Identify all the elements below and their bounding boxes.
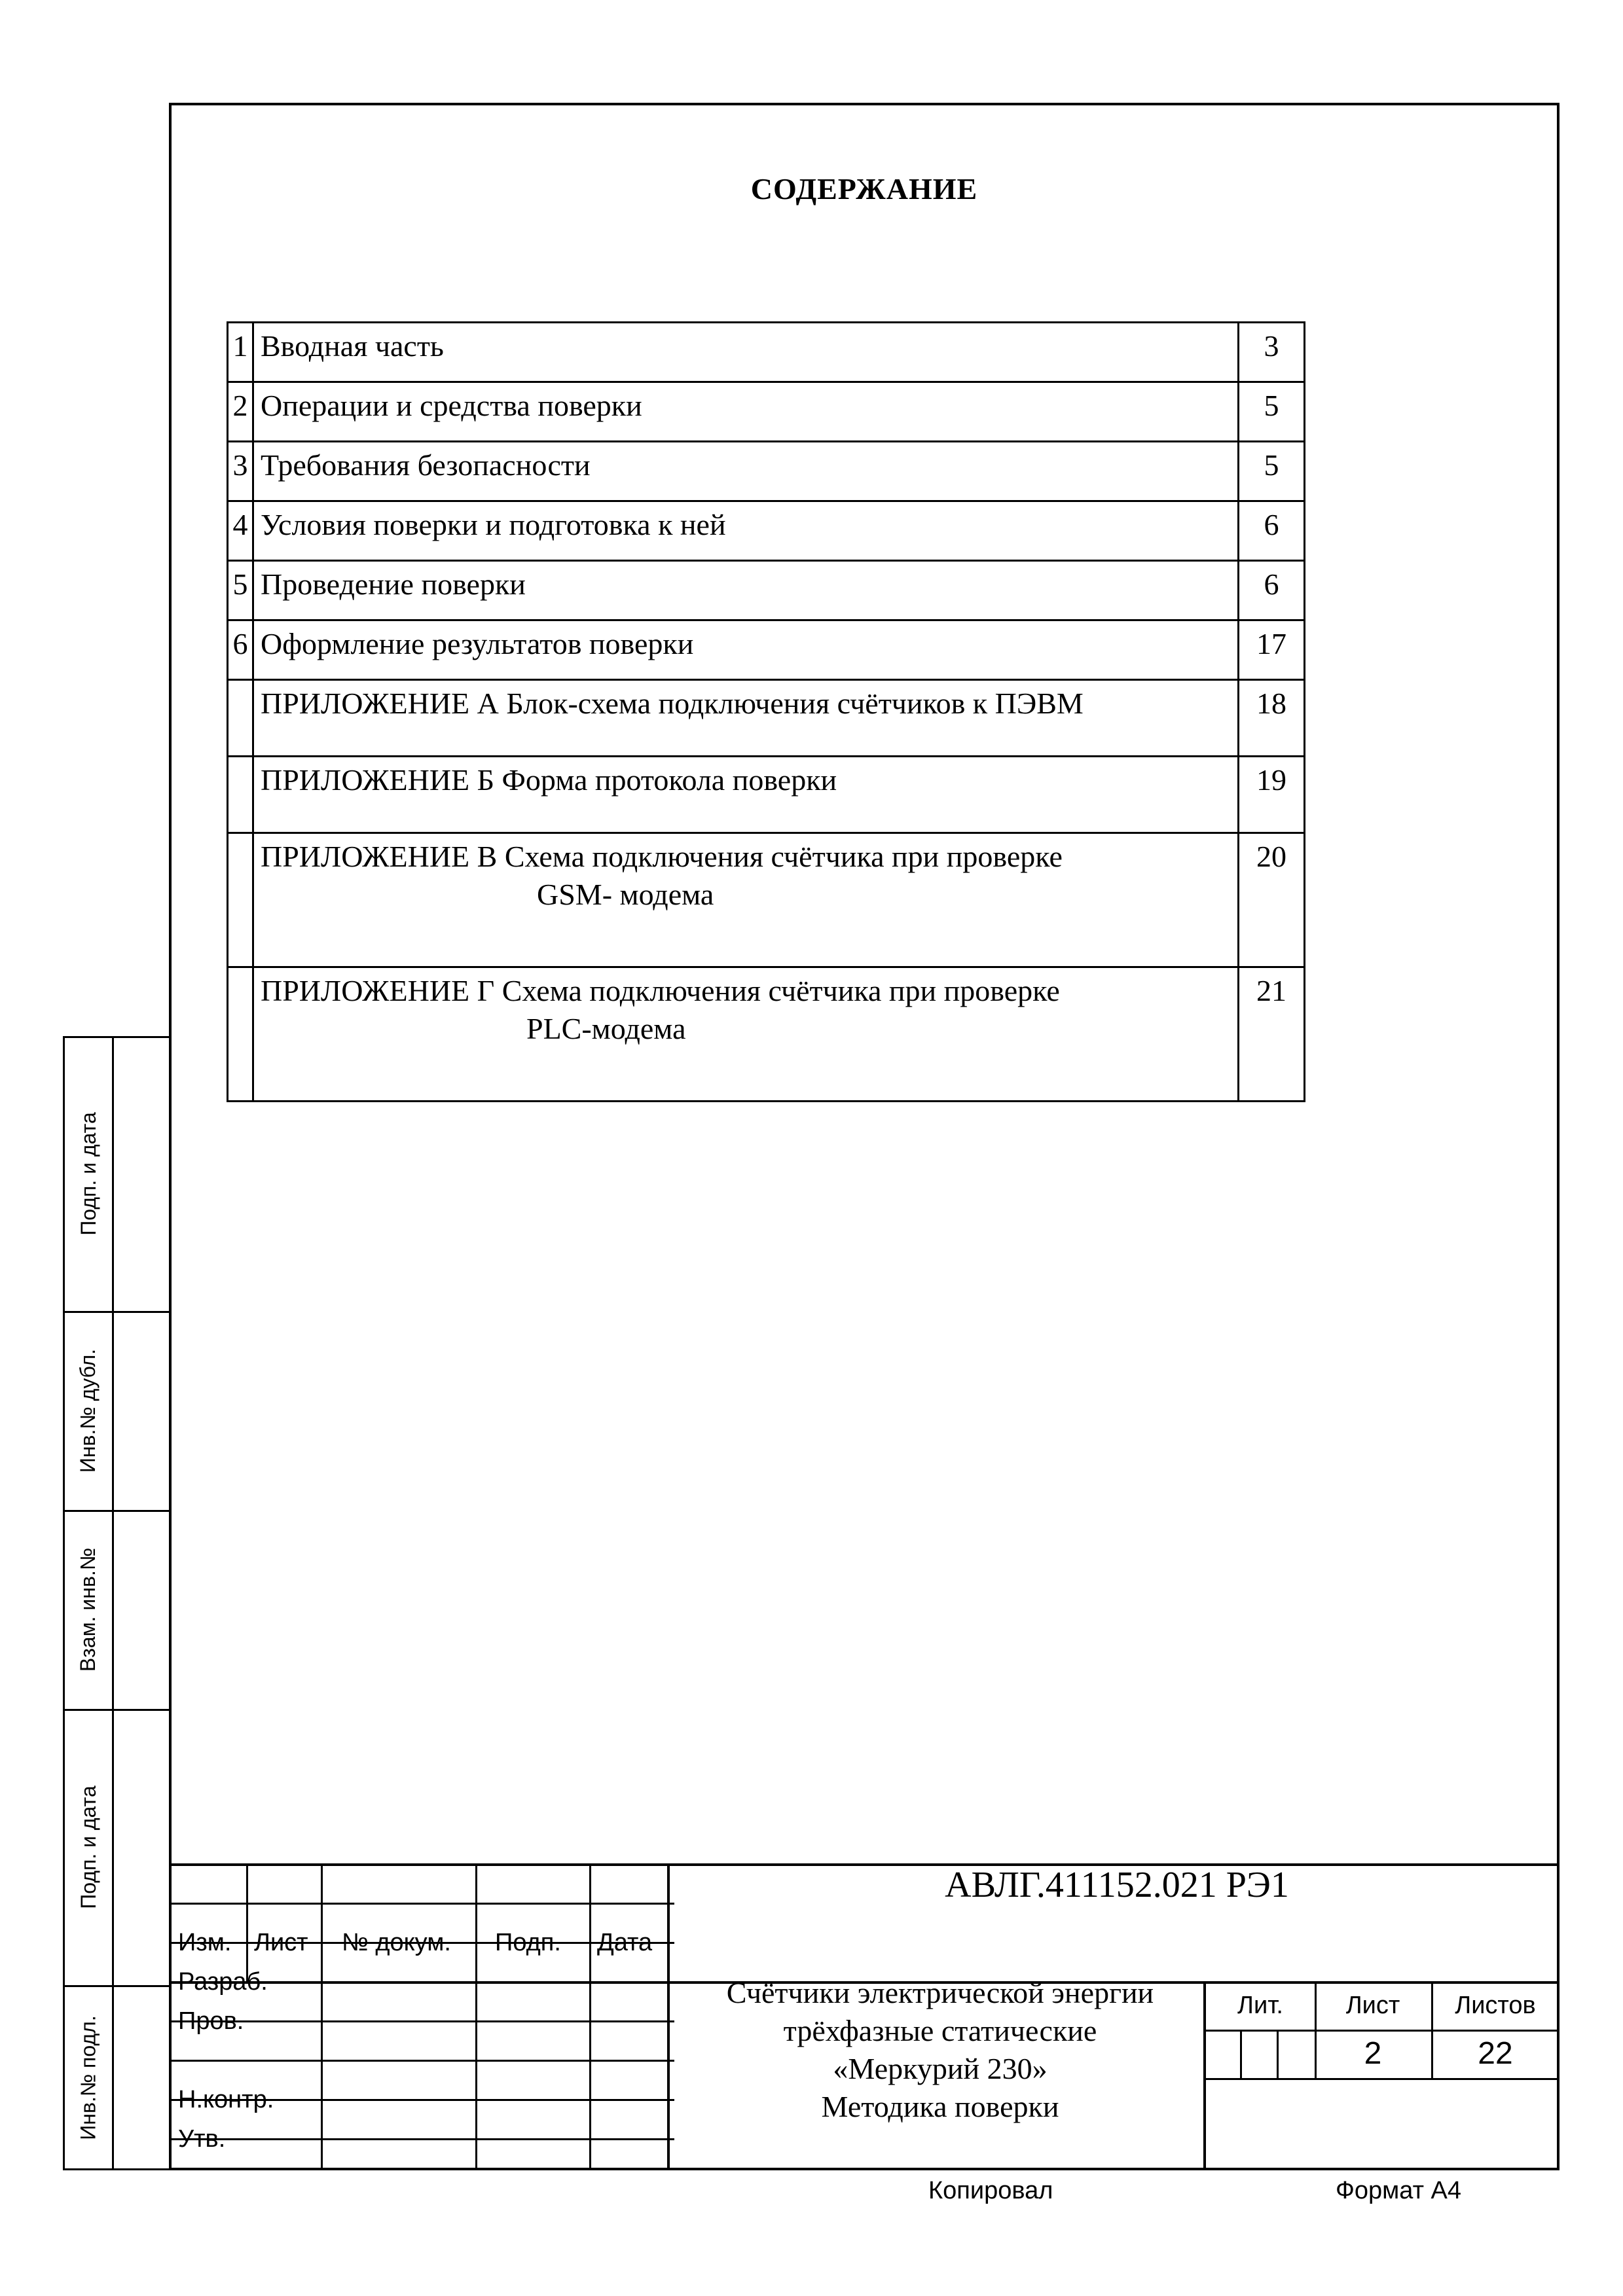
toc-row <box>228 501 1305 561</box>
margin-label-sign-date: Подп. и дата <box>76 1111 100 1236</box>
toc-page: 3 <box>1239 323 1305 382</box>
toc-row <box>228 323 1305 382</box>
sheet-label: Лист <box>1345 1992 1400 2019</box>
lit-label: Лит. <box>1237 1992 1283 2019</box>
toc-number: 4 <box>228 501 253 561</box>
header-izm: Изм. <box>178 1929 232 1956</box>
toc-table <box>227 321 1305 1102</box>
sheets-label: Листов <box>1455 1992 1536 2019</box>
header-list: Лист <box>254 1929 308 1956</box>
document-number: АВЛГ.411152.021 РЭ1 <box>945 1865 1289 1905</box>
footer-format: Формат А4 <box>1336 2177 1462 2204</box>
toc-title: Условия поверки и подготовка к ней <box>253 501 1239 561</box>
margin-label-dup-inv: Инв.№ дубл. <box>76 1348 100 1473</box>
toc-appendix-title: ПРИЛОЖЕНИЕ Г Схема подключения счётчика при проверке PLC-модема <box>253 967 1239 1102</box>
toc-row <box>228 620 1305 680</box>
toc-appendix-row <box>228 757 1305 833</box>
toc-row <box>228 442 1305 501</box>
toc-page: 18 <box>1239 680 1305 757</box>
toc-row <box>228 561 1305 620</box>
header-date: Дата <box>597 1929 653 1956</box>
toc-page: 17 <box>1239 620 1305 680</box>
sheet-number: 2 <box>1364 2036 1382 2071</box>
toc-title: Проведение поверки <box>253 561 1239 620</box>
role-checker: Пров. <box>178 2007 244 2035</box>
toc-appendix-row <box>228 680 1305 757</box>
toc-appendix-title: ПРИЛОЖЕНИЕ В Схема подключения счётчика при проверке GSM- модема <box>253 833 1239 967</box>
toc-page: 21 <box>1239 967 1305 1102</box>
toc-appendix-title: ПРИЛОЖЕНИЕ Б Форма протокола поверки <box>253 757 1239 833</box>
toc-number: 6 <box>228 620 253 680</box>
toc-page: 19 <box>1239 757 1305 833</box>
margin-label-orig-inv: Инв.№ подл. <box>76 2015 100 2140</box>
toc-page: 20 <box>1239 833 1305 967</box>
toc-number: 1 <box>228 323 253 382</box>
toc-page: 5 <box>1239 442 1305 501</box>
toc-page: 5 <box>1239 382 1305 442</box>
toc-title: Оформление результатов поверки <box>253 620 1239 680</box>
role-norm-control: Н.контр. <box>178 2086 274 2113</box>
toc-number: 3 <box>228 442 253 501</box>
margin-label-replace-inv: Взам. инв.№ <box>76 1547 100 1672</box>
toc-row <box>228 382 1305 442</box>
toc-appendix-title: ПРИЛОЖЕНИЕ А Блок-схема подключения счётчиков к ПЭВМ <box>253 680 1239 757</box>
toc-page: 6 <box>1239 561 1305 620</box>
toc-number: 5 <box>228 561 253 620</box>
toc-appendix-row <box>228 833 1305 967</box>
toc-appendix-row <box>228 967 1305 1102</box>
role-approved: Утв. <box>178 2125 226 2153</box>
toc-title: Требования безопасности <box>253 442 1239 501</box>
toc-title: Вводная часть <box>253 323 1239 382</box>
footer-copied: Копировал <box>928 2177 1053 2204</box>
toc-page: 6 <box>1239 501 1305 561</box>
header-doc-number: № докум. <box>342 1929 451 1956</box>
header-signature: Подп. <box>495 1929 561 1956</box>
toc-number: 2 <box>228 382 253 442</box>
margin-label-sign-date-2: Подп. и дата <box>76 1785 100 1909</box>
document-name: Счётчики электрической энергии трёхфазные статические «Меркурий 230» Методика поверки <box>726 1976 1154 2123</box>
sheets-total: 22 <box>1478 2036 1513 2071</box>
page-title: СОДЕРЖАНИЕ <box>750 172 978 206</box>
toc-title: Операции и средства поверки <box>253 382 1239 442</box>
role-developer: Разраб. <box>178 1968 268 1996</box>
